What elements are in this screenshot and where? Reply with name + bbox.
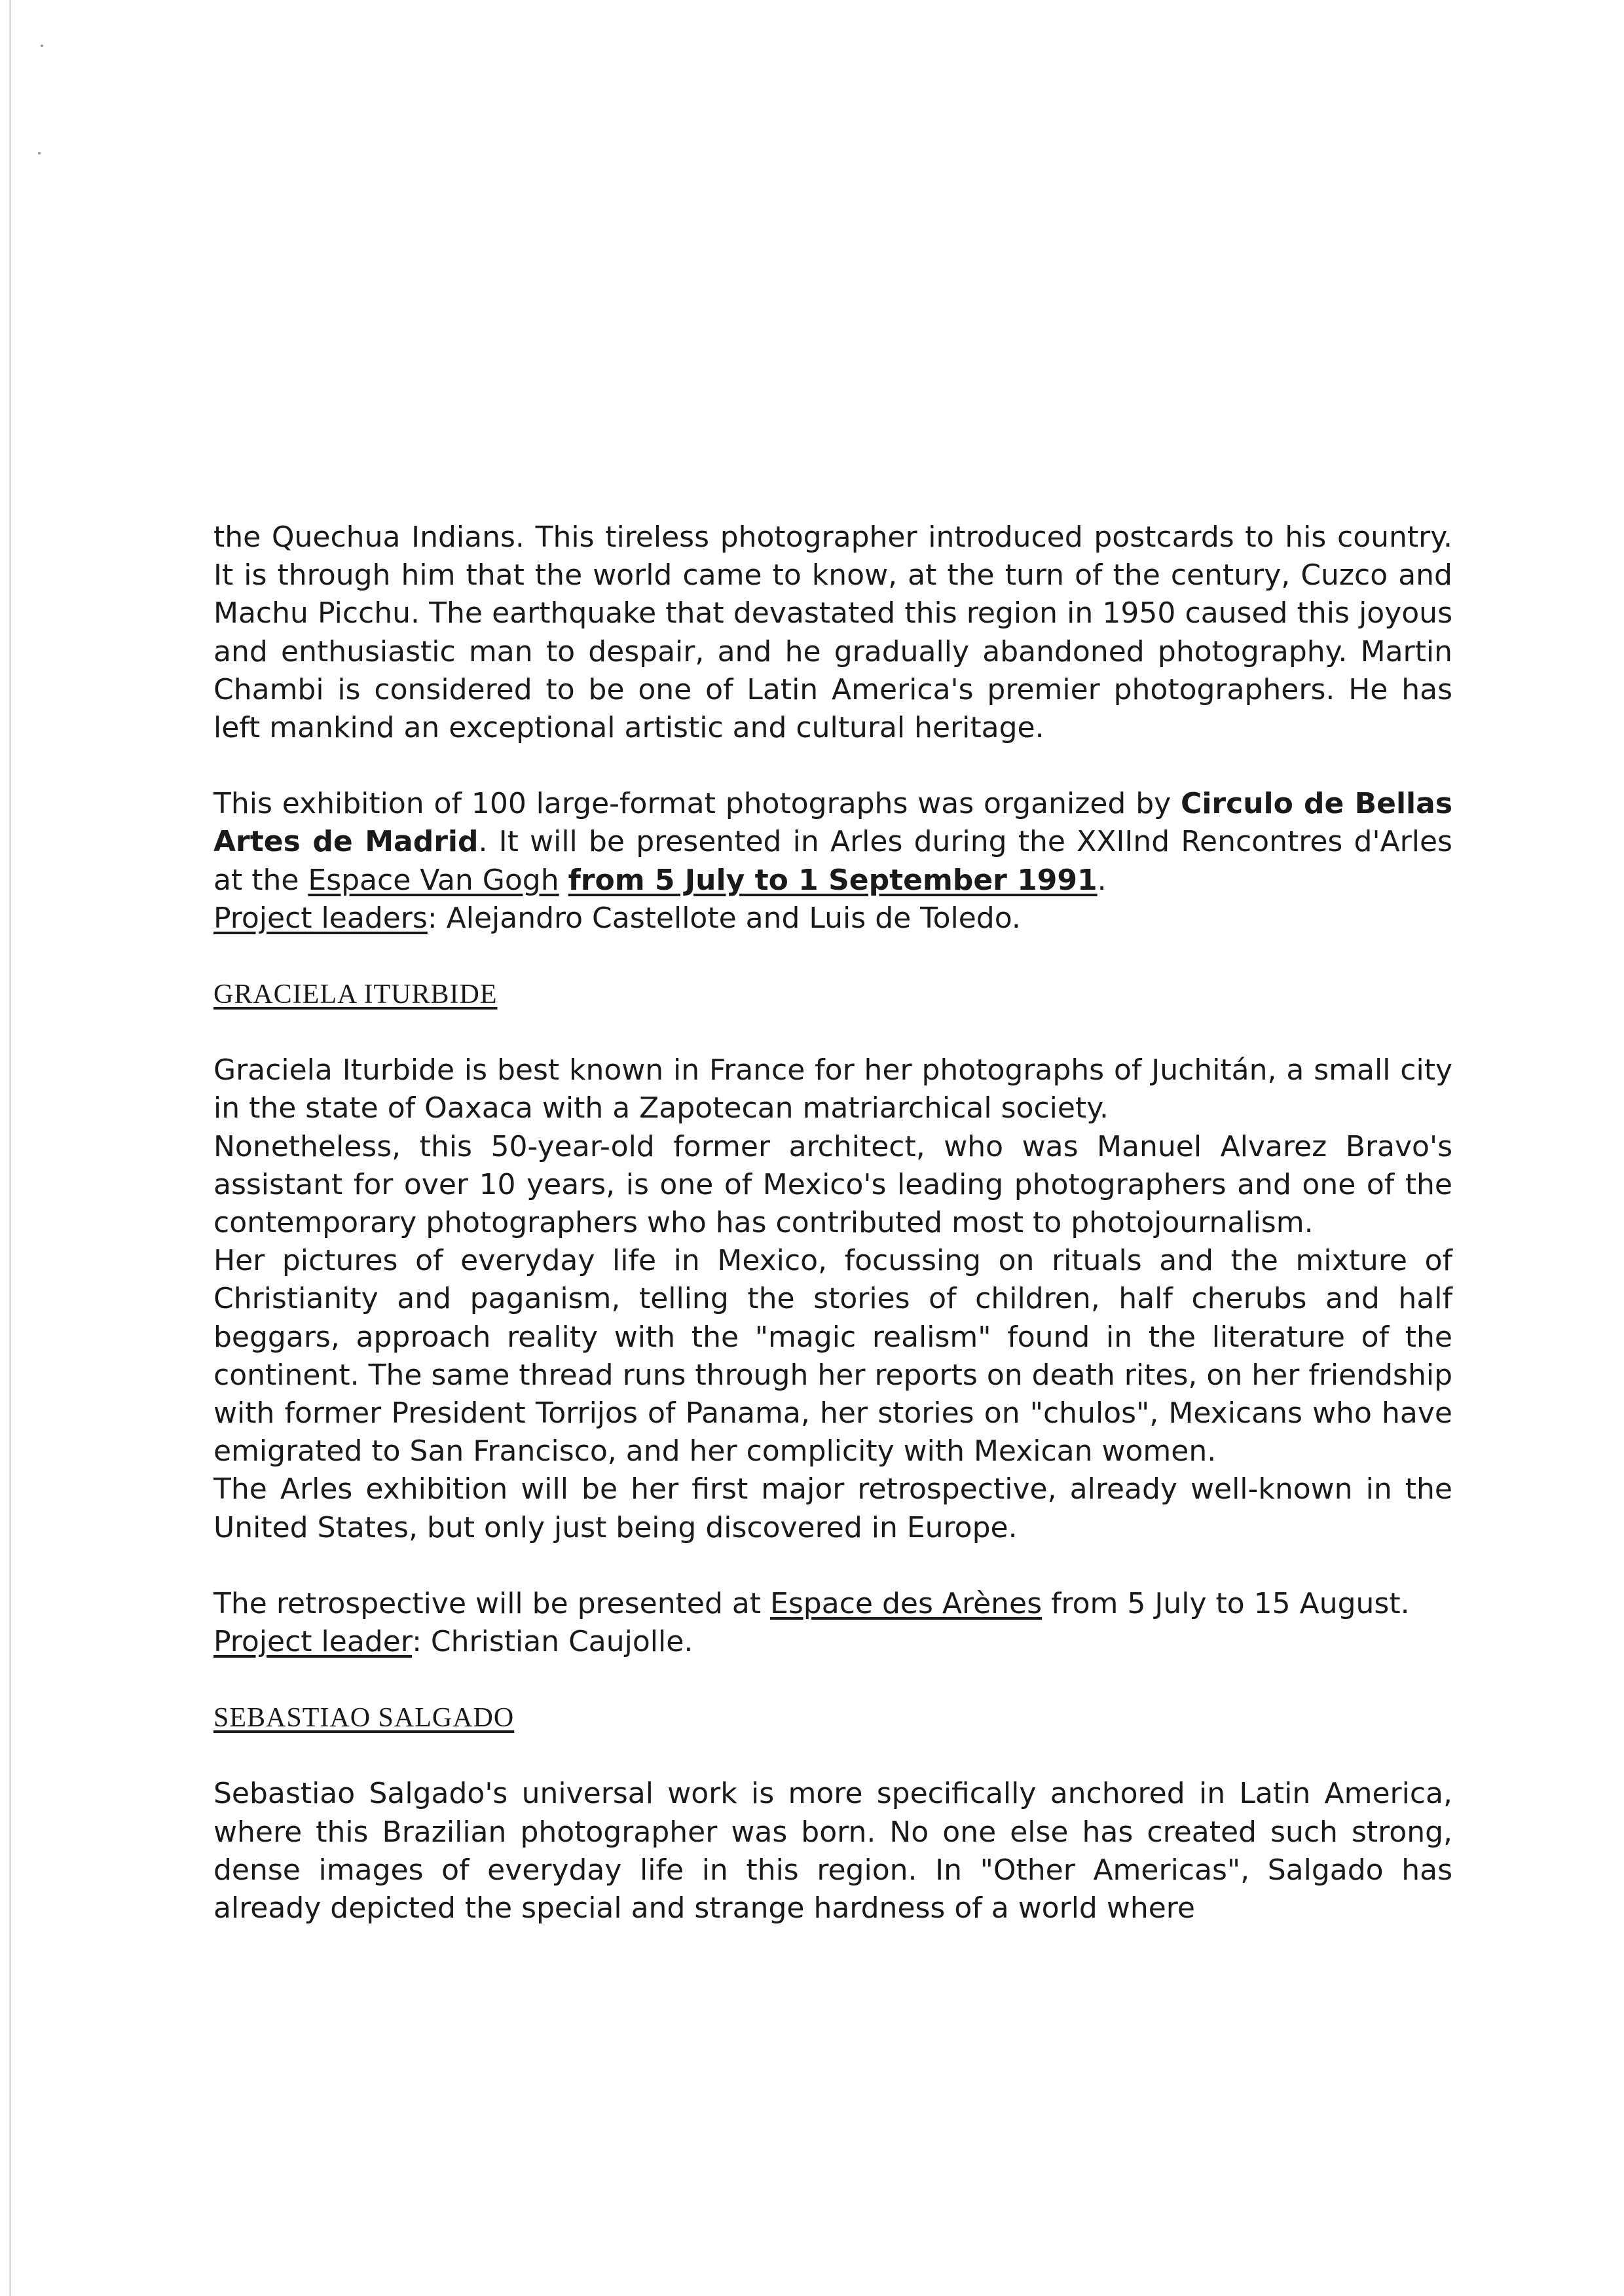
spacer [213,938,1452,975]
chambi-exhibition-paragraph [213,785,1452,900]
organizer-name: Circulo de Bellas Artes de Madrid [213,787,1453,859]
section-heading-salgado: SEBASTIAO SALGADO [213,1703,515,1734]
chambi-project-leaders [213,900,1452,938]
iturbide-retrospective-paragraph [213,1585,1452,1623]
chambi-text-3 [559,864,568,897]
page-edge-shadow [9,0,11,2296]
spacer [213,1547,1452,1585]
section-heading-iturbide: GRACIELA ITURBIDE [213,979,498,1010]
venue-espace-van-gogh: Espace Van Gogh [308,863,559,897]
spacer [213,1737,1452,1775]
spacer [213,1661,1452,1699]
project-leaders-label: Project leaders [213,901,428,935]
salgado-paragraph-1: Sebastiao Salgado's universal work is more specifically anchored in Latin America, where this Brazilian photographer was born. No one else has created such strong, dense images of everyday life in this region. In "Other Americas", Salgado has already depicted the special and strange hardness of a world where [213,1777,1452,1925]
iturbide-paragraph-1: Graciela Iturbide is best known in France for her photographs of Juchitán, a small city in the state of Oaxaca with a Zapotecan matriarchical society. [213,1053,1452,1125]
chambi-text-2: . It will be presented in Arles during the XXIInd Rencontres d'Arles at the [213,825,1452,897]
paper-speck [41,45,43,47]
retro-text-1: The retrospective will be presented at [213,1586,771,1620]
iturbide-paragraph-3: Her pictures of everyday life in Mexico, focussing on rituals and the mixture of Christianity and paganism, telling the stories of children, half cherubs and half beggars, approach reality with the "magic realism" found in the literature of the continent. The same thread runs through her reports on death rites, on her friendship with former President Torrijos of Panama, her stories on "chulos", Mexicans who have emigrated to San Francisco, and her complicity with Mexican women. [213,1244,1452,1468]
iturbide-project-leader [213,1623,1452,1661]
intro-paragraph: the Quechua Indians. This tireless photographer introduced postcards to his country. It is through him that the world came to know, at the turn of the century, Cuzco and Machu Picchu. The earthquake that devastated this region in 1950 caused this joyous and enthusiastic man to despair, and he gradually abandoned photography. Martin Chambi is considered to be one of Latin America's premier photographers. He has left mankind an exceptional artistic and cultural heritage. [213,520,1452,745]
spacer [213,1013,1452,1051]
project-leader-value: : Christian Caujolle. [412,1625,693,1659]
iturbide-paragraph-4: The Arles exhibition will be her first major retrospective, already well-known in the United States, but only just being discovered in Europe. [213,1472,1452,1544]
spacer [213,747,1452,785]
chambi-text-4: . [1097,863,1107,897]
chambi-text-1: This exhibition of 100 large-format photographs was organized by [213,787,1181,821]
project-leaders-value: : Alejandro Castellote and Luis de Toledo. [427,901,1021,935]
paper-speck [38,152,41,155]
chambi-dates: from 5 July to 1 September 1991 [568,863,1098,897]
retro-text-2: from 5 July to 15 August. [1042,1586,1410,1620]
venue-espace-des-arenes: Espace des Arènes [770,1586,1043,1620]
iturbide-paragraph-2: Nonetheless, this 50-year-old former architect, who was Manuel Alvarez Bravo's assistant for over 10 years, is one of Mexico's leading photographers and one of the contemporary photographers who has contributed most to photojournalism. [213,1129,1452,1240]
document-body [213,519,1452,1927]
project-leader-label: Project leader [213,1625,413,1659]
